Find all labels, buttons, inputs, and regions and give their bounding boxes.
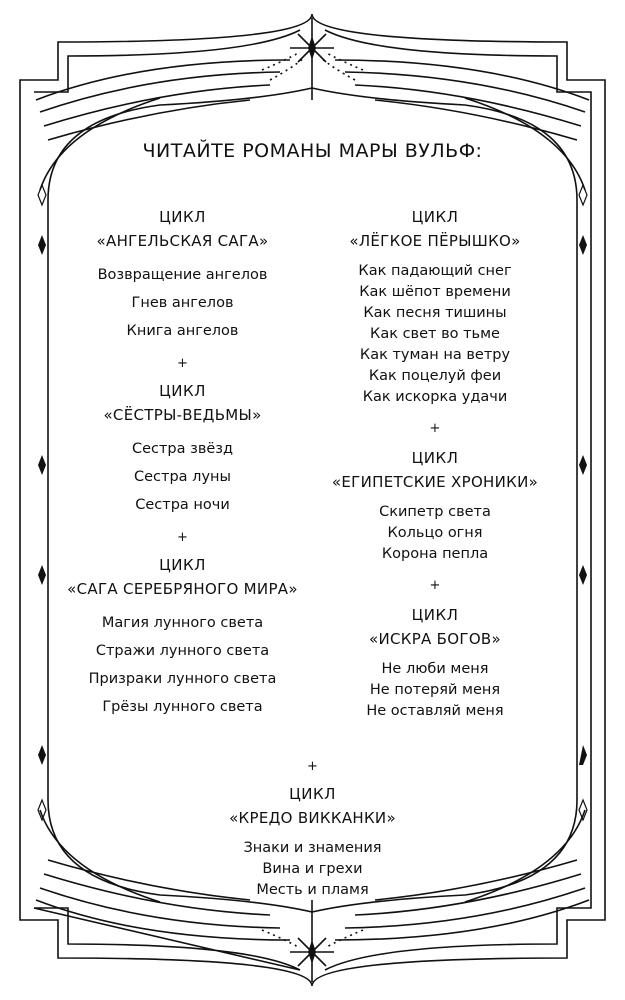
- series-title: «ЛЁГКОЕ ПЁРЫШКО»: [349, 232, 521, 250]
- book-title: Книга ангелов: [126, 323, 239, 339]
- book-title: Гнев ангелов: [131, 295, 234, 311]
- series-angel-saga: [50, 205, 315, 345]
- series-title: «ИСКРА БОГОВ»: [368, 630, 501, 648]
- separator-star-icon: +: [177, 530, 188, 545]
- book-title: Как шёпот времени: [359, 284, 511, 300]
- book-title: Сестра луны: [134, 469, 231, 485]
- series-label: ЦИКЛ: [411, 208, 459, 226]
- series-light-feather: [315, 205, 555, 408]
- book-title: Как туман на ветру: [359, 347, 511, 363]
- book-title: Грёзы лунного света: [102, 699, 263, 715]
- bottom-section: [0, 748, 625, 901]
- series-label: ЦИКЛ: [159, 208, 206, 226]
- series-egyptian-chronicles: [315, 446, 555, 565]
- book-title: Сестра ночи: [135, 497, 230, 513]
- book-title: Как искорка удачи: [362, 389, 508, 405]
- series-label: ЦИКЛ: [159, 556, 206, 574]
- separator-star-icon: +: [429, 421, 441, 436]
- series-label: ЦИКЛ: [159, 382, 206, 400]
- series-witch-sisters: [50, 379, 315, 519]
- series-label: ЦИКЛ: [411, 606, 459, 624]
- book-title: Не оставляй меня: [366, 703, 504, 719]
- book-list: [315, 502, 555, 565]
- book-title: Возвращение ангелов: [97, 267, 268, 283]
- book-title: Вина и грехи: [262, 861, 363, 877]
- book-title: Не люби меня: [381, 661, 489, 677]
- series-title: «САГА СЕРЕБРЯНОГО МИРА»: [67, 580, 298, 598]
- series-silver-world: [50, 553, 315, 721]
- book-title: Как свет во тьме: [370, 326, 500, 342]
- series-spark-of-gods: [315, 603, 555, 722]
- book-list: [315, 261, 555, 408]
- book-title: Не потеряй меня: [369, 682, 501, 698]
- right-column: [315, 205, 555, 722]
- book-title: Стражи лунного света: [95, 643, 270, 659]
- series-title: «КРЕДО ВИККАНКИ»: [229, 809, 396, 827]
- series-title: «ЕГИПЕТСКИЕ ХРОНИКИ»: [331, 473, 539, 491]
- series-title: «АНГЕЛЬСКАЯ САГА»: [96, 232, 269, 250]
- series-wiccan-creed: [0, 782, 625, 901]
- book-title: Скипетр света: [379, 504, 491, 520]
- book-list: [315, 659, 555, 722]
- page-heading: ЧИТАЙТЕ РОМАНЫ МАРЫ ВУЛЬФ:: [142, 140, 483, 162]
- book-list: [50, 609, 315, 721]
- book-list: [50, 435, 315, 519]
- separator-star-icon: +: [307, 759, 318, 774]
- book-title: Кольцо огня: [387, 525, 483, 541]
- separator-star-icon: +: [429, 578, 441, 593]
- series-label: ЦИКЛ: [289, 785, 336, 803]
- book-title: Как поцелуй феи: [368, 368, 502, 384]
- separator-star-icon: +: [177, 356, 188, 371]
- book-title: Призраки лунного света: [88, 671, 277, 687]
- book-title: Корона пепла: [381, 546, 489, 562]
- left-column: [50, 205, 315, 721]
- book-title: Как падающий снег: [358, 263, 512, 279]
- book-title: Магия лунного света: [101, 615, 264, 631]
- series-label: ЦИКЛ: [411, 449, 459, 467]
- series-title: «СЁСТРЫ-ВЕДЬМЫ»: [103, 406, 262, 424]
- book-list: [0, 838, 625, 901]
- book-list: [50, 261, 315, 345]
- book-title: Месть и пламя: [256, 882, 369, 898]
- book-title: Как песня тишины: [363, 305, 507, 321]
- book-title: Знаки и знамения: [243, 840, 382, 856]
- book-title: Сестра звёзд: [131, 441, 234, 457]
